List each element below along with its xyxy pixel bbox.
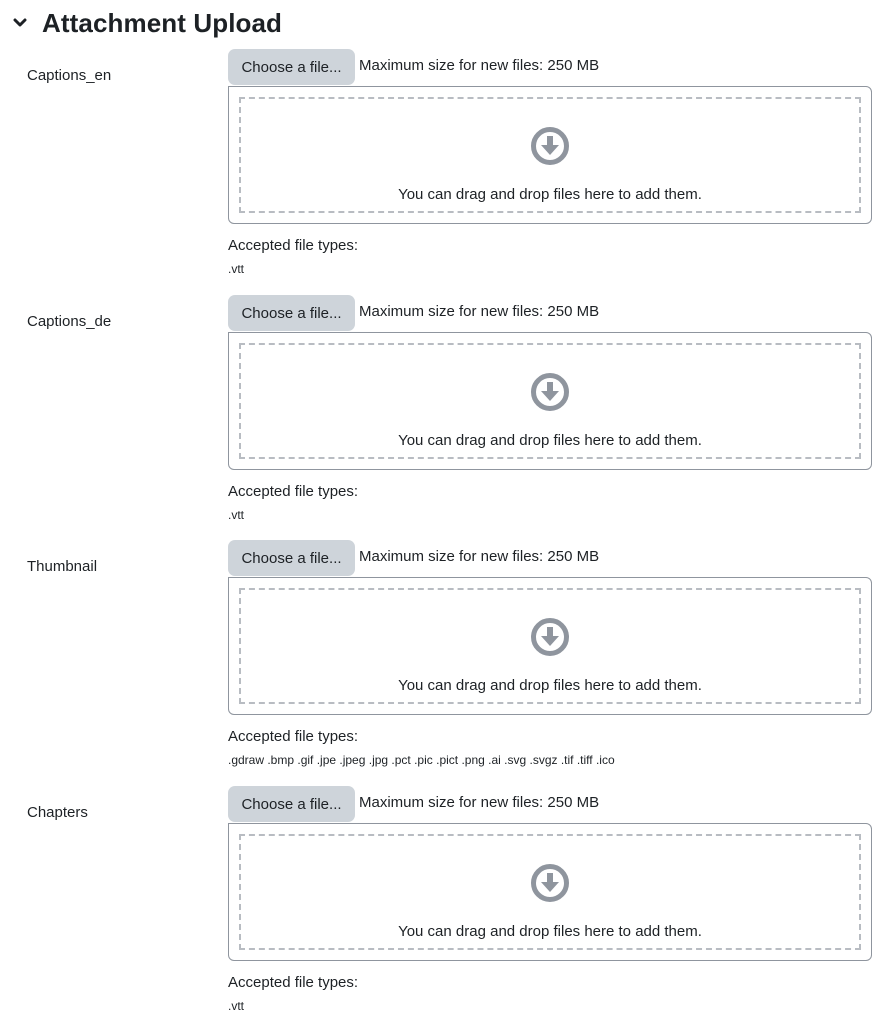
filepicker-field-thumbnail [0,540,894,786]
accepted-types-label: Accepted file types: [228,483,359,500]
section-header[interactable] [10,6,282,40]
max-size-text: Maximum size for new files: 250 MB [359,57,600,74]
accepted-types-list: .gdraw .bmp .gif .jpe .jpeg .jpg .pct .pic .pict .png .ai .svg .svgz .tif .tiff .ico [228,753,615,767]
choose-file-button[interactable]: Choose a file... [228,786,355,822]
field-label: Captions_de [27,313,112,330]
file-manager-box [228,86,872,224]
accepted-types-list: .vtt [228,262,245,276]
filepicker-field-chapters [0,786,894,1032]
drop-zone[interactable] [239,834,861,950]
max-size-text: Maximum size for new files: 250 MB [359,303,600,320]
field-label: Thumbnail [27,558,98,575]
download-arrow-circle-icon [530,617,570,657]
section-title: Attachment Upload [42,7,283,38]
drop-hint-text: You can drag and drop files here to add them. [398,186,702,203]
drop-zone[interactable] [239,588,861,704]
choose-file-button[interactable]: Choose a file... [228,295,355,331]
download-arrow-circle-icon [530,863,570,903]
accepted-types-label: Accepted file types: [228,728,359,745]
filepicker-field-captions-en [0,49,894,295]
drop-zone[interactable] [239,97,861,213]
accepted-types-label: Accepted file types: [228,974,359,991]
download-arrow-circle-icon [530,126,570,166]
accepted-types-list: .vtt [228,508,245,522]
field-label: Chapters [27,804,88,821]
file-manager-box [228,577,872,715]
filepicker-field-captions-de [0,295,894,541]
accepted-types-label: Accepted file types: [228,237,359,254]
drop-hint-text: You can drag and drop files here to add them. [398,432,702,449]
file-manager-box [228,823,872,961]
max-size-text: Maximum size for new files: 250 MB [359,548,600,565]
max-size-text: Maximum size for new files: 250 MB [359,794,600,811]
drop-hint-text: You can drag and drop files here to add them. [398,923,702,940]
drop-zone[interactable] [239,343,861,459]
field-label: Captions_en [27,67,112,84]
accepted-types-list: .vtt [228,999,245,1013]
choose-file-button[interactable]: Choose a file... [228,49,355,85]
drop-hint-text: You can drag and drop files here to add them. [398,677,702,694]
download-arrow-circle-icon [530,372,570,412]
file-manager-box [228,332,872,470]
choose-file-button[interactable]: Choose a file... [228,540,355,576]
chevron-down-icon[interactable] [10,13,30,33]
